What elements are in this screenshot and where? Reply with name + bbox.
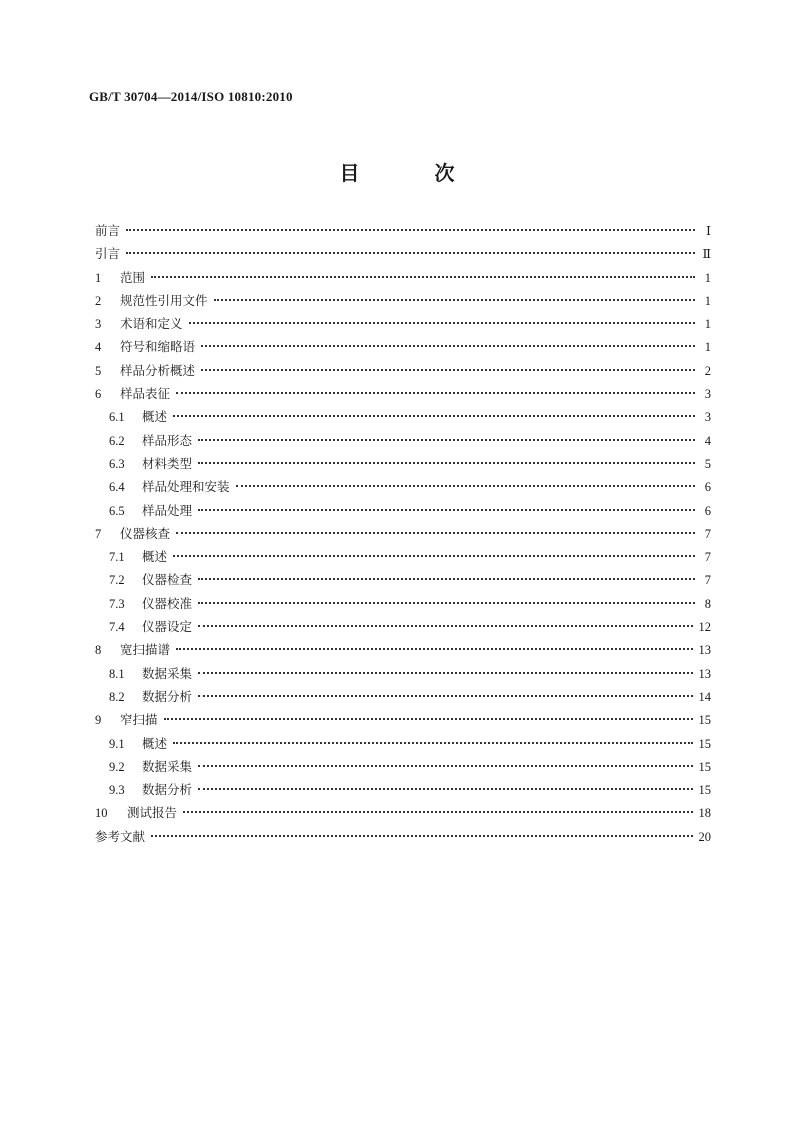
toc-entry-page: 13 [698,643,711,658]
toc-entry-number: 5 [95,363,102,378]
toc-entry[interactable] [95,407,711,430]
toc-dot-leader [198,509,695,511]
toc-entry-label: 数据采集 [142,758,193,774]
toc-entry[interactable] [95,361,711,384]
toc-dot-leader [183,811,692,813]
toc-entry[interactable] [95,314,711,337]
toc-entry[interactable] [95,547,711,570]
toc-entry[interactable] [95,524,711,547]
toc-entry-label: 仪器检查 [142,572,193,588]
toc-title: 目 次 [339,161,489,185]
toc-entry[interactable] [95,757,711,780]
toc-entry-label: 仪器核查 [120,525,171,541]
toc-entry-page: 15 [698,736,711,751]
toc-entry-number: 1 [95,270,102,285]
toc-entry-page: 6 [704,480,711,495]
toc-entry-label: 仪器校准 [142,595,193,611]
toc-entry-page: 8 [704,596,711,611]
table-of-contents [95,221,711,850]
toc-entry-label: 样品处理和安装 [142,479,230,495]
toc-entry-number: 7.3 [109,596,125,611]
toc-entry-page: 14 [698,689,711,704]
toc-entry-number: 10 [95,806,108,821]
toc-entry-page: 7 [704,526,711,541]
toc-dot-leader [198,462,695,464]
toc-dot-leader [176,532,695,534]
toc-entry-page: 18 [698,806,711,821]
toc-entry[interactable] [95,244,711,267]
toc-entry-label: 参考文献 [95,828,146,844]
toc-entry[interactable] [95,454,711,477]
toc-dot-leader [214,299,695,301]
toc-entry[interactable] [95,431,711,454]
toc-dot-leader [198,439,695,441]
toc-dot-leader [236,485,695,487]
toc-entry[interactable] [95,594,711,617]
toc-dot-leader [198,765,692,767]
toc-entry-number: 2 [95,293,102,308]
toc-entry-page: 15 [698,759,711,774]
toc-entry-page: 7 [704,573,711,588]
toc-entry-number: 8 [95,643,102,658]
toc-entry-number: 7.1 [109,550,125,565]
toc-entry-number: 7.4 [109,620,125,635]
toc-entry-label: 材料类型 [142,455,193,471]
toc-entry-label: 数据分析 [142,782,193,798]
toc-entry-label: 引言 [95,246,121,262]
toc-entry[interactable] [95,803,711,826]
toc-entry-number: 6.2 [109,433,125,448]
toc-dot-leader [176,648,692,650]
toc-entry[interactable] [95,640,711,663]
toc-entry[interactable] [95,291,711,314]
toc-entry-label: 概述 [142,735,168,751]
toc-entry-number: 6.4 [109,480,125,495]
toc-entry-label: 数据分析 [142,688,193,704]
toc-entry-number: 9.2 [109,759,125,774]
toc-entry[interactable] [95,617,711,640]
toc-entry[interactable] [95,384,711,407]
toc-entry-number: 7 [95,526,102,541]
toc-entry[interactable] [95,501,711,524]
toc-dot-leader [198,695,692,697]
toc-entry[interactable] [95,664,711,687]
toc-entry-page: 3 [704,410,711,425]
toc-entry[interactable] [95,221,711,244]
toc-dot-leader [201,369,695,371]
toc-entry-label: 样品表征 [120,386,171,402]
toc-entry-page: 1 [704,317,711,332]
toc-entry-label: 数据采集 [142,665,193,681]
toc-entry-label: 符号和缩略语 [120,339,196,355]
toc-entry-number: 3 [95,317,102,332]
toc-entry-number: 9.1 [109,736,125,751]
toc-dot-leader [164,718,693,720]
toc-entry-label: 前言 [95,223,121,238]
toc-dot-leader [198,672,692,674]
toc-entry[interactable] [95,337,711,360]
toc-entry-label: 范围 [120,269,146,285]
toc-entry-label: 术语和定义 [120,316,183,332]
toc-entry-page: 13 [698,666,711,681]
toc-entry[interactable] [95,734,711,757]
toc-entry[interactable] [95,687,711,710]
toc-entry-number: 9.3 [109,783,125,798]
toc-entry-label: 宽扫描谱 [120,642,171,658]
toc-entry-page: 1 [704,293,711,308]
toc-entry-page: 15 [698,713,711,728]
toc-dot-leader [173,742,692,744]
toc-entry-label: 窄扫描 [120,712,158,728]
toc-entry-label: 样品形态 [142,432,193,448]
toc-entry[interactable] [95,268,711,291]
toc-entry-label: 概述 [142,549,168,565]
toc-entry-page: 7 [704,550,711,565]
toc-dot-leader [198,602,695,604]
toc-dot-leader [126,252,695,254]
toc-entry-label: 概述 [142,409,168,425]
toc-entry-number: 9 [95,713,102,728]
toc-entry-label: 样品分析概述 [120,362,196,378]
toc-entry-page: 1 [704,340,711,355]
standard-code-header: GB/T 30704—2014/ISO 10810:2010 [89,89,293,104]
toc-entry-label: 仪器设定 [142,619,193,635]
toc-dot-leader [151,835,692,837]
toc-entry-page: 3 [704,387,711,402]
toc-entry[interactable] [95,780,711,803]
toc-entry-page: Ⅱ [702,247,711,262]
toc-dot-leader [189,322,695,324]
toc-dot-leader [151,276,695,278]
toc-entry-label: 规范性引用文件 [120,292,208,308]
toc-entry-number: 6.5 [109,503,125,518]
toc-entry[interactable] [95,570,711,593]
toc-dot-leader [176,392,695,394]
toc-entry-page: 6 [704,503,711,518]
toc-entry-number: 6.3 [109,456,125,471]
toc-entry-page: 1 [704,270,711,285]
toc-entry-number: 6 [95,387,102,402]
toc-entry-number: 8.1 [109,666,125,681]
toc-entry-page: 5 [704,456,711,471]
toc-entry[interactable] [95,477,711,500]
toc-entry-page: 12 [698,620,711,635]
toc-dot-leader [126,229,695,231]
toc-dot-leader [198,788,692,790]
toc-entry-number: 8.2 [109,689,125,704]
toc-entry[interactable] [95,827,711,850]
toc-entry-label: 样品处理 [142,502,193,518]
toc-dot-leader [173,555,695,557]
toc-dot-leader [198,578,695,580]
toc-entry-page: 20 [698,829,711,844]
toc-entry-label: 测试报告 [127,805,178,821]
toc-entry-page: 2 [704,363,711,378]
toc-dot-leader [173,415,695,417]
toc-entry[interactable] [95,710,711,733]
toc-entry-number: 6.1 [109,410,125,425]
toc-entry-number: 7.2 [109,573,125,588]
toc-entry-page: 4 [704,433,711,448]
toc-entry-page: 15 [698,783,711,798]
toc-dot-leader [201,345,695,347]
toc-dot-leader [198,625,692,627]
toc-entry-number: 4 [95,340,102,355]
toc-entry-page: Ⅰ [706,224,711,238]
